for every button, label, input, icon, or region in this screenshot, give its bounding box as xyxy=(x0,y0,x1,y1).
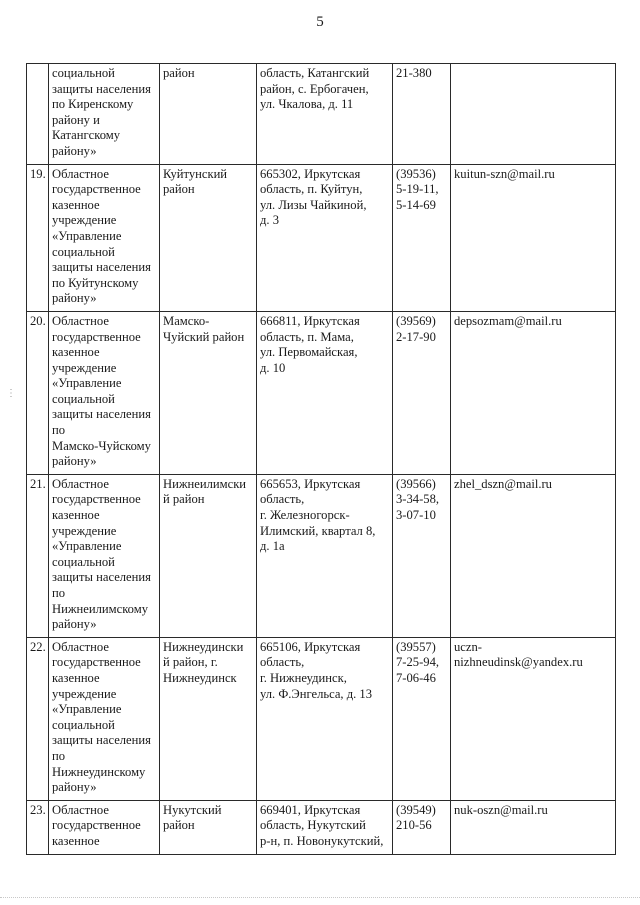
postal-address: область, Катангский район, с. Ербогачен, ул. Чкалова, д. 11 xyxy=(257,64,393,165)
scan-margin-mark: ⋮ xyxy=(6,388,16,399)
table-row xyxy=(27,474,616,637)
table-row xyxy=(27,164,616,311)
district-name: Нукутский район xyxy=(160,800,257,854)
email-address: zhel_dszn@mail.ru xyxy=(451,474,616,637)
postal-address: 665302, Иркутская область, п. Куйтун, ул. Лизы Чайкиной, д. 3 xyxy=(257,164,393,311)
district-name: Нижнеилимски й район xyxy=(160,474,257,637)
institution-name: Областное государственное казенное xyxy=(49,800,160,854)
row-number: 22. xyxy=(27,637,49,800)
district-name: Мамско- Чуйский район xyxy=(160,311,257,474)
row-number: 20. xyxy=(27,311,49,474)
institutions-table xyxy=(26,63,616,855)
table-row xyxy=(27,637,616,800)
page-number: 5 xyxy=(316,14,324,30)
postal-address: 665106, Иркутская область, г. Нижнеудинск, ул. Ф.Энгельса, д. 13 xyxy=(257,637,393,800)
phone-numbers: (39536) 5-19-11, 5-14-69 xyxy=(393,164,451,311)
row-number: 23. xyxy=(27,800,49,854)
district-name: Нижнеудински й район, г. Нижнеудинск xyxy=(160,637,257,800)
postal-address: 669401, Иркутская область, Нукутский р-н, п. Новонукутский, xyxy=(257,800,393,854)
institution-name: социальной защиты населения по Киренскому району и Катангскому району» xyxy=(49,64,160,165)
district-name: Куйтунский район xyxy=(160,164,257,311)
email-address: depsozmam@mail.ru xyxy=(451,311,616,474)
postal-address: 665653, Иркутская область, г. Железногорск- Илимский, квартал 8, д. 1а xyxy=(257,474,393,637)
institution-name: Областное государственное казенное учреждение «Управление социальной защиты населения по Нижнеудинскому району» xyxy=(49,637,160,800)
row-number xyxy=(27,64,49,165)
institution-name: Областное государственное казенное учреждение «Управление социальной защиты населения по Мамско-Чуйскому району» xyxy=(49,311,160,474)
row-number: 19. xyxy=(27,164,49,311)
table-row xyxy=(27,311,616,474)
phone-numbers: (39549) 210-56 xyxy=(393,800,451,854)
email-address xyxy=(451,64,616,165)
district-name: район xyxy=(160,64,257,165)
scan-bottom-edge xyxy=(0,897,640,898)
table-row xyxy=(27,800,616,854)
phone-numbers: 21-380 xyxy=(393,64,451,165)
phone-numbers: (39557) 7-25-94, 7-06-46 xyxy=(393,637,451,800)
email-address: kuitun-szn@mail.ru xyxy=(451,164,616,311)
row-number: 21. xyxy=(27,474,49,637)
phone-numbers: (39569) 2-17-90 xyxy=(393,311,451,474)
table-row xyxy=(27,64,616,165)
phone-numbers: (39566) 3-34-58, 3-07-10 xyxy=(393,474,451,637)
email-address: nuk-oszn@mail.ru xyxy=(451,800,616,854)
postal-address: 666811, Иркутская область, п. Мама, ул. Первомайская, д. 10 xyxy=(257,311,393,474)
institution-name: Областное государственное казенное учреждение «Управление социальной защиты населения по Куйтунскому району» xyxy=(49,164,160,311)
email-address: uczn- nizhneudinsk@yandex.ru xyxy=(451,637,616,800)
institution-name: Областное государственное казенное учреждение «Управление социальной защиты населения по Нижнеилимскому району» xyxy=(49,474,160,637)
